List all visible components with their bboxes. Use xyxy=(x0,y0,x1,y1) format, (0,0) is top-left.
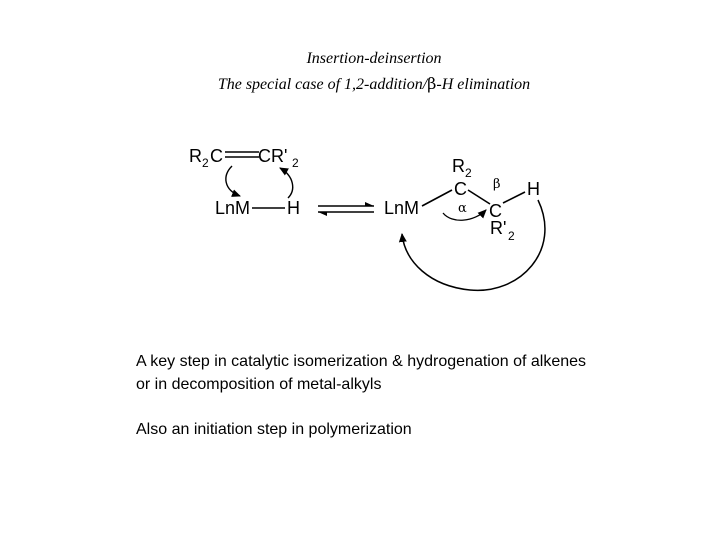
alkene-cr2-label: CR' xyxy=(258,146,288,166)
curved-arrow-hydride-to-carbon xyxy=(280,168,293,198)
r2-subscript: 2 xyxy=(465,166,472,180)
subtitle-prefix: The special case of 1,2-addition/ xyxy=(217,76,428,93)
alkyl-product xyxy=(384,156,545,290)
rprime-subscript: 2 xyxy=(508,229,515,243)
note-line-2: or in decomposition of metal-alkyls xyxy=(136,376,382,393)
metal-label-left: LnM xyxy=(215,198,251,218)
metal-label-right: LnM xyxy=(384,198,420,218)
large-curved-arrow-beta-h xyxy=(402,200,545,290)
alkene-cr2-subscript: 2 xyxy=(292,156,299,170)
c-alpha-label: C xyxy=(454,179,467,199)
metal-carbon-bond xyxy=(422,190,452,206)
note-line-3: Also an initiation step in polymerization xyxy=(136,421,412,438)
slide-title: Insertion-deinsertion xyxy=(306,50,442,67)
c-beta-label: C xyxy=(489,201,502,221)
alkene-c-label: C xyxy=(210,146,223,166)
beta-label: β xyxy=(493,177,501,192)
c-h-bond xyxy=(503,192,525,203)
rprime-label: R' xyxy=(490,218,507,238)
note-line-1: A key step in catalytic isomerization & hydrogenation of alkenes xyxy=(136,353,587,370)
alkene-r-label: R xyxy=(189,146,202,166)
subtitle-suffix: -H elimination xyxy=(436,76,531,93)
h-label: H xyxy=(527,179,540,199)
reactant-complex xyxy=(189,146,300,218)
hydride-label: H xyxy=(287,198,300,218)
alkene-r-subscript: 2 xyxy=(202,156,209,170)
equilibrium-arrows xyxy=(318,206,374,212)
curved-arrow-alkene-to-metal xyxy=(226,166,240,196)
subtitle-beta: β xyxy=(427,74,437,93)
c-c-bond xyxy=(468,190,490,204)
r2-label: R xyxy=(452,156,465,176)
alpha-label: α xyxy=(458,201,467,216)
